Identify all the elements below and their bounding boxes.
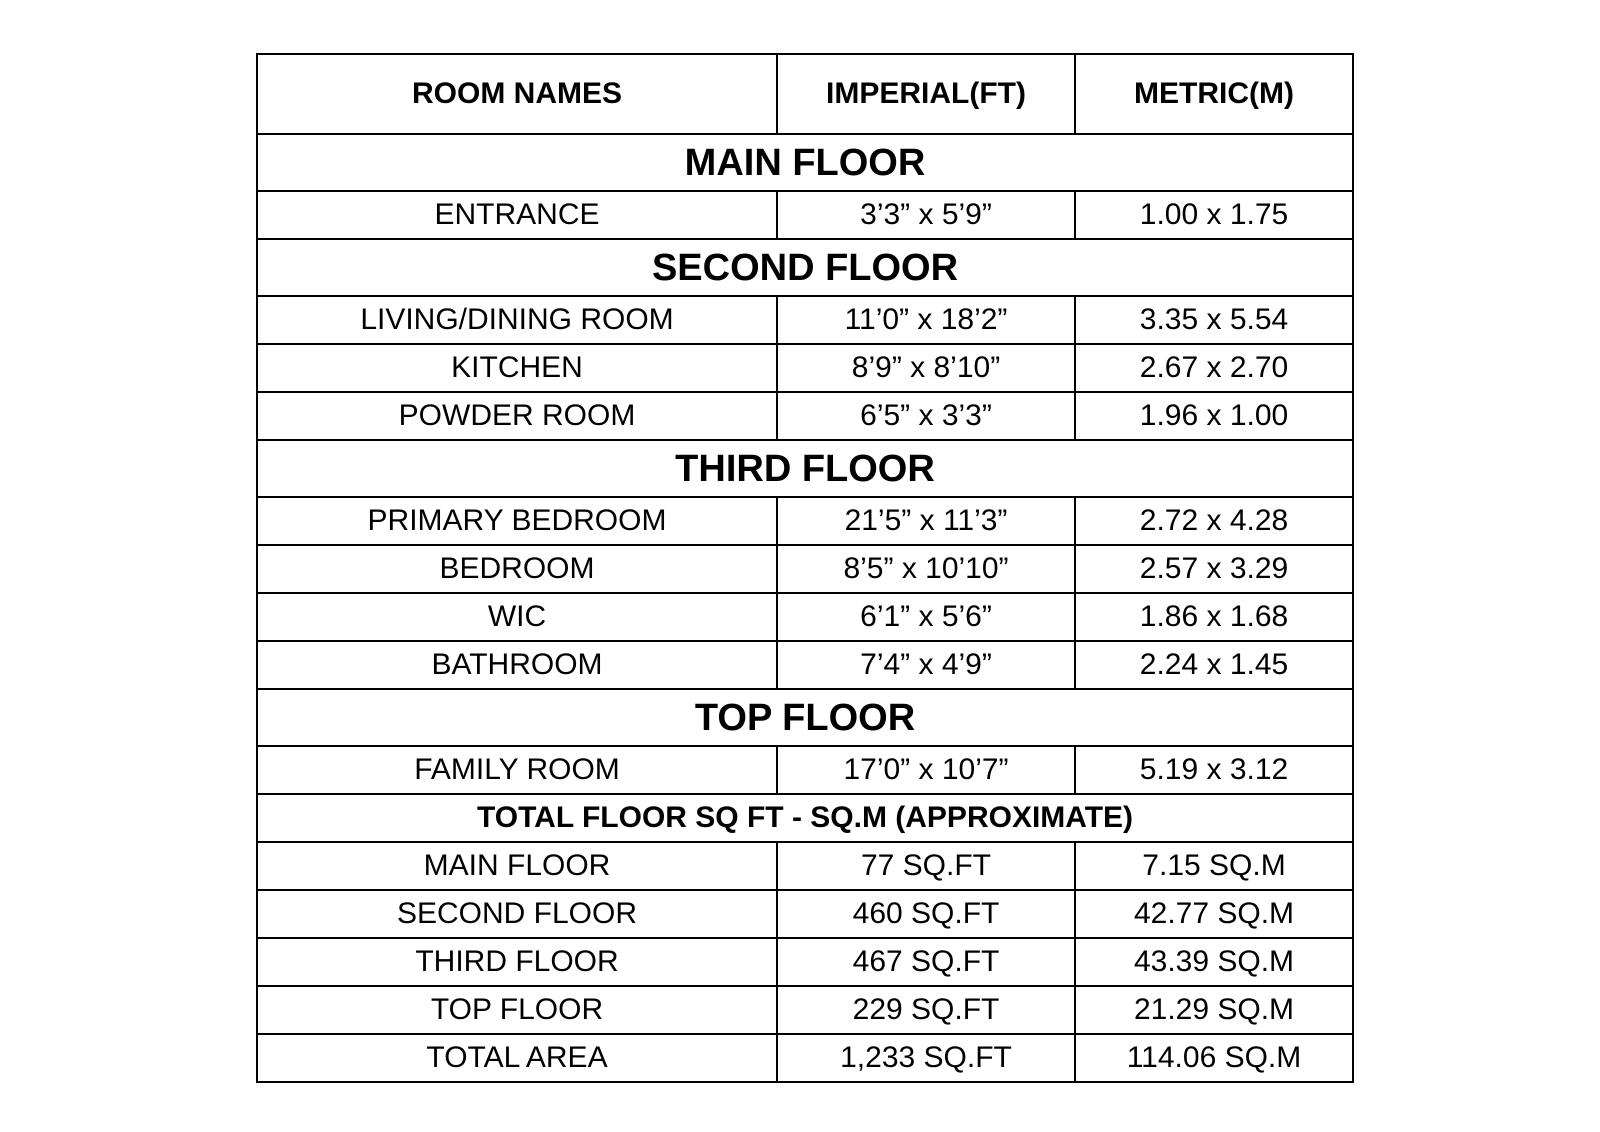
- room-imperial: 3’3” x 5’9”: [777, 191, 1075, 239]
- totals-title: TOTAL FLOOR SQ FT - SQ.M (APPROXIMATE): [257, 794, 1353, 842]
- table-row: [257, 296, 1353, 344]
- total-metric: 114.06 SQ.M: [1075, 1034, 1353, 1082]
- room-metric: 5.19 x 3.12: [1075, 746, 1353, 794]
- table-row: [257, 641, 1353, 689]
- room-name: ENTRANCE: [257, 191, 777, 239]
- room-metric: 2.72 x 4.28: [1075, 497, 1353, 545]
- section-top-floor: [257, 689, 1353, 746]
- total-imperial: 77 SQ.FT: [777, 842, 1075, 890]
- room-metric: 2.24 x 1.45: [1075, 641, 1353, 689]
- room-name: FAMILY ROOM: [257, 746, 777, 794]
- header-room-names: ROOM NAMES: [257, 54, 777, 134]
- total-label: SECOND FLOOR: [257, 890, 777, 938]
- room-name: KITCHEN: [257, 344, 777, 392]
- room-name: LIVING/DINING ROOM: [257, 296, 777, 344]
- section-title: TOP FLOOR: [257, 689, 1353, 746]
- total-label: TOP FLOOR: [257, 986, 777, 1034]
- total-label: THIRD FLOOR: [257, 938, 777, 986]
- room-name: POWDER ROOM: [257, 392, 777, 440]
- room-metric: 2.67 x 2.70: [1075, 344, 1353, 392]
- room-imperial: 6’1” x 5’6”: [777, 593, 1075, 641]
- table-row: [257, 842, 1353, 890]
- table-row: [257, 890, 1353, 938]
- room-metric: 3.35 x 5.54: [1075, 296, 1353, 344]
- total-imperial: 229 SQ.FT: [777, 986, 1075, 1034]
- room-imperial: 11’0” x 18’2”: [777, 296, 1075, 344]
- room-name: WIC: [257, 593, 777, 641]
- header-imperial: IMPERIAL(FT): [777, 54, 1075, 134]
- section-title: SECOND FLOOR: [257, 239, 1353, 296]
- room-metric: 2.57 x 3.29: [1075, 545, 1353, 593]
- room-imperial: 8’5” x 10’10”: [777, 545, 1075, 593]
- table-row: [257, 1034, 1353, 1082]
- room-dimensions-table: [256, 53, 1354, 1083]
- room-metric: 1.96 x 1.00: [1075, 392, 1353, 440]
- total-imperial: 460 SQ.FT: [777, 890, 1075, 938]
- section-title: THIRD FLOOR: [257, 440, 1353, 497]
- table-row: [257, 545, 1353, 593]
- room-imperial: 6’5” x 3’3”: [777, 392, 1075, 440]
- room-metric: 1.00 x 1.75: [1075, 191, 1353, 239]
- room-name: PRIMARY BEDROOM: [257, 497, 777, 545]
- table-row: [257, 593, 1353, 641]
- total-metric: 7.15 SQ.M: [1075, 842, 1353, 890]
- room-imperial: 17’0” x 10’7”: [777, 746, 1075, 794]
- total-metric: 21.29 SQ.M: [1075, 986, 1353, 1034]
- total-imperial: 467 SQ.FT: [777, 938, 1075, 986]
- room-imperial: 21’5” x 11’3”: [777, 497, 1075, 545]
- room-metric: 1.86 x 1.68: [1075, 593, 1353, 641]
- total-label: TOTAL AREA: [257, 1034, 777, 1082]
- room-imperial: 7’4” x 4’9”: [777, 641, 1075, 689]
- total-label: MAIN FLOOR: [257, 842, 777, 890]
- section-main-floor: [257, 134, 1353, 191]
- header-metric: METRIC(M): [1075, 54, 1353, 134]
- table-row: [257, 191, 1353, 239]
- total-imperial: 1,233 SQ.FT: [777, 1034, 1075, 1082]
- table-row: [257, 497, 1353, 545]
- totals-title-row: [257, 794, 1353, 842]
- table-row: [257, 344, 1353, 392]
- room-name: BATHROOM: [257, 641, 777, 689]
- total-metric: 43.39 SQ.M: [1075, 938, 1353, 986]
- table-row: [257, 746, 1353, 794]
- table-header-row: [257, 54, 1353, 134]
- section-second-floor: [257, 239, 1353, 296]
- room-imperial: 8’9” x 8’10”: [777, 344, 1075, 392]
- room-name: BEDROOM: [257, 545, 777, 593]
- table-row: [257, 986, 1353, 1034]
- table-row: [257, 392, 1353, 440]
- section-title: MAIN FLOOR: [257, 134, 1353, 191]
- table-row: [257, 938, 1353, 986]
- total-metric: 42.77 SQ.M: [1075, 890, 1353, 938]
- section-third-floor: [257, 440, 1353, 497]
